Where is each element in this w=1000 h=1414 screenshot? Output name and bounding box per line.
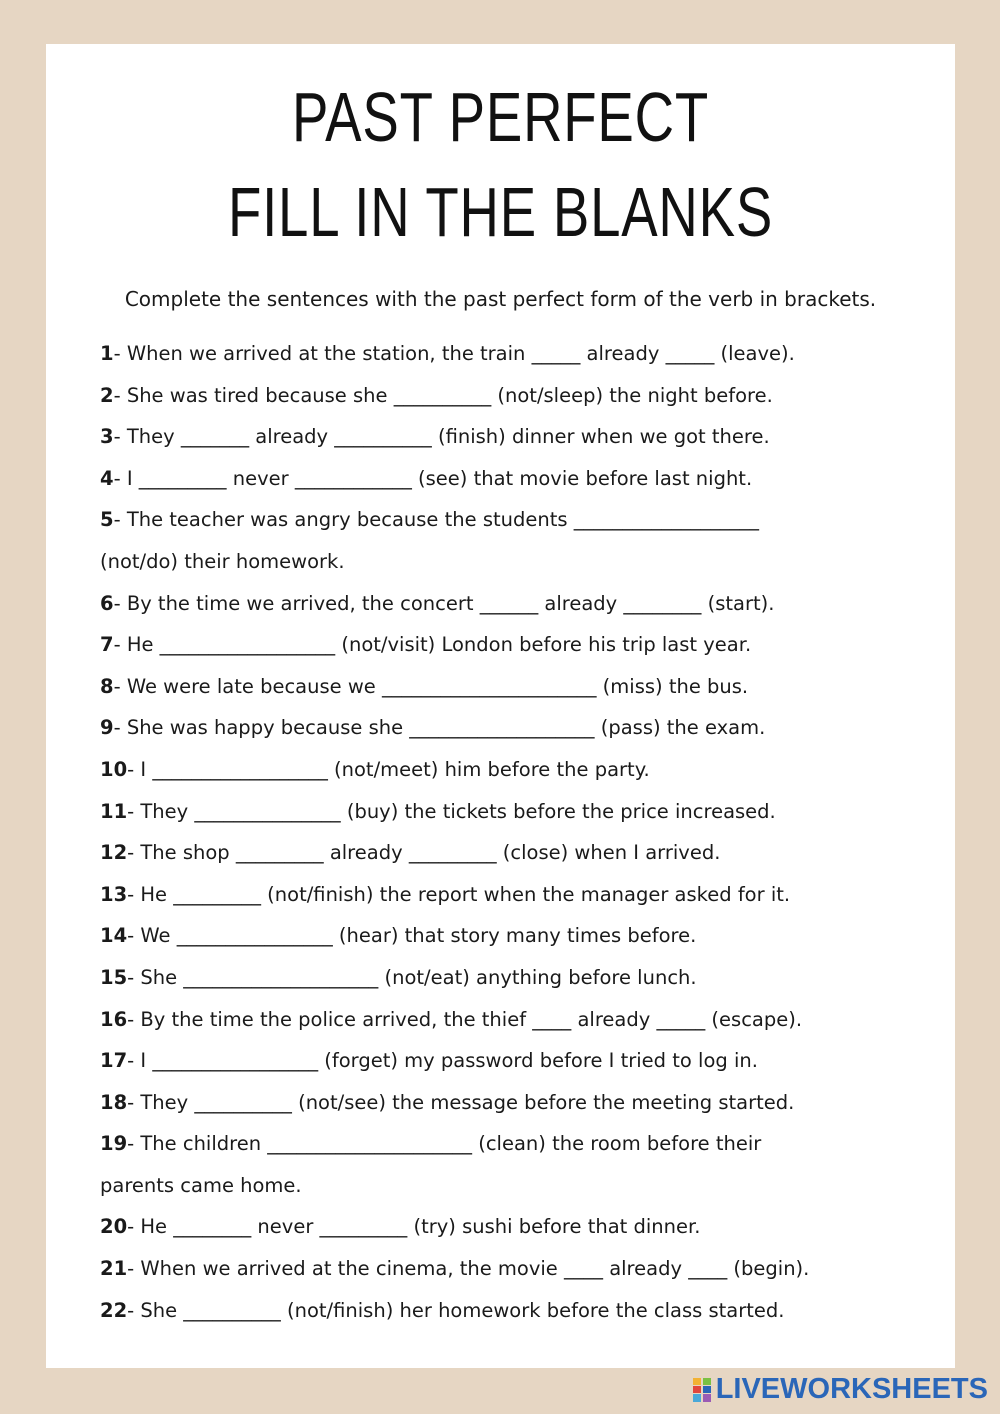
exercise-text: - She was tired because she __________ (not/sleep) the night before. <box>113 383 773 407</box>
exercise-number: 10 <box>100 757 128 781</box>
exercise-line <box>100 666 910 708</box>
exercise-line <box>100 458 910 500</box>
exercise-number: 18 <box>100 1090 128 1114</box>
exercise-line <box>100 1290 910 1332</box>
instructions: Complete the sentences with the past perfect form of the verb in brackets. <box>124 287 877 311</box>
exercise-number: 1 <box>100 342 114 365</box>
exercise-number: 4 <box>100 466 114 490</box>
brand-name: LIVEWORKSHEETS <box>715 1373 988 1405</box>
exercise-text: - By the time the police arrived, the thief ____ already _____ (escape). <box>127 1007 803 1031</box>
liveworksheets-brand <box>692 1375 988 1404</box>
exercise-text: - They __________ (not/see) the message before the meeting started. <box>127 1090 795 1114</box>
exercise-number: 19 <box>100 1132 128 1156</box>
exercise-line <box>100 624 910 666</box>
exercise-number: 6 <box>100 591 114 615</box>
exercise-text: - They _______________ (buy) the tickets before the price increased. <box>127 799 776 823</box>
exercise-number: 8 <box>100 674 114 698</box>
exercise-text: - When we arrived at the station, the train _____ already _____ (leave). <box>113 342 795 365</box>
exercise-line <box>100 1206 910 1248</box>
exercise-number: 16 <box>100 1007 128 1031</box>
exercise-line <box>100 832 910 874</box>
exercise-number: 9 <box>100 716 114 740</box>
exercise-line <box>100 499 910 541</box>
exercise-text: - I _________________ (forget) my password before I tried to log in. <box>127 1049 758 1073</box>
exercise-number: 2 <box>100 383 114 407</box>
exercise-number: 13 <box>100 882 128 906</box>
exercise-text: - He _________ (not/finish) the report when the manager asked for it. <box>127 882 791 906</box>
exercise-line <box>100 416 910 458</box>
exercise-line <box>100 874 910 916</box>
exercise-text: - We were late because we ______________________ (miss) the bus. <box>113 674 749 698</box>
exercise-line <box>100 583 910 625</box>
exercise-number: 3 <box>100 425 114 449</box>
exercise-text: - The children _____________________ (clean) the room before their <box>127 1132 762 1156</box>
exercise-number: 11 <box>100 799 128 823</box>
exercise-line <box>100 1123 910 1165</box>
exercise-line <box>100 1040 910 1082</box>
exercise-number: 15 <box>100 965 128 989</box>
exercise-text: - By the time we arrived, the concert ______ already ________ (start). <box>113 591 775 615</box>
exercise-text: - He __________________ (not/visit) London before his trip last year. <box>113 633 752 657</box>
exercise-text: - He ________ never _________ (try) sushi before that dinner. <box>127 1215 701 1239</box>
exercise-text: - She was happy because she ___________________ (pass) the exam. <box>113 716 766 740</box>
exercise-number: 17 <box>100 1049 128 1073</box>
exercise-line <box>100 333 910 375</box>
exercise-line <box>100 1248 910 1290</box>
exercise-text: - We ________________ (hear) that story many times before. <box>127 924 697 948</box>
exercise-line <box>100 915 910 957</box>
exercise-list <box>100 333 910 1331</box>
exercise-number: 20 <box>100 1215 128 1239</box>
exercise-line <box>100 749 910 791</box>
exercise-text: - I _________ never ____________ (see) that movie before last night. <box>113 466 753 490</box>
exercise-text: - She ____________________ (not/eat) anything before lunch. <box>127 965 697 989</box>
exercise-text: (not/do) their homework. <box>100 549 345 573</box>
exercise-text: - They _______ already __________ (finish) dinner when we got there. <box>113 425 770 449</box>
exercise-line <box>100 1082 910 1124</box>
title-line-2: FILL IN THE BLANKS <box>227 173 774 251</box>
exercise-line <box>100 999 910 1041</box>
exercise-line <box>100 541 910 583</box>
exercise-number: 22 <box>100 1298 128 1322</box>
exercise-text: - I __________________ (not/meet) him before the party. <box>127 757 650 781</box>
exercise-text: - She __________ (not/finish) her homework before the class started. <box>127 1298 785 1322</box>
exercise-line <box>100 1165 910 1207</box>
exercise-text: - The teacher was angry because the students ___________________ <box>113 508 759 532</box>
exercise-text: - The shop _________ already _________ (close) when I arrived. <box>127 841 721 865</box>
exercise-number: 5 <box>100 508 114 532</box>
title-line-1: PAST PERFECT <box>292 78 709 156</box>
exercise-line <box>100 375 910 417</box>
exercise-line <box>100 791 910 833</box>
worksheet-page <box>46 44 955 1368</box>
exercise-number: 21 <box>100 1257 128 1281</box>
exercise-number: 14 <box>100 924 128 948</box>
exercise-line <box>100 707 910 749</box>
exercise-line <box>100 957 910 999</box>
exercise-text: - When we arrived at the cinema, the movie ____ already ____ (begin). <box>127 1257 810 1281</box>
exercise-number: 12 <box>100 841 128 865</box>
liveworksheets-logo-icon <box>692 1377 712 1403</box>
exercise-text: parents came home. <box>100 1173 302 1197</box>
exercise-number: 7 <box>100 633 114 657</box>
